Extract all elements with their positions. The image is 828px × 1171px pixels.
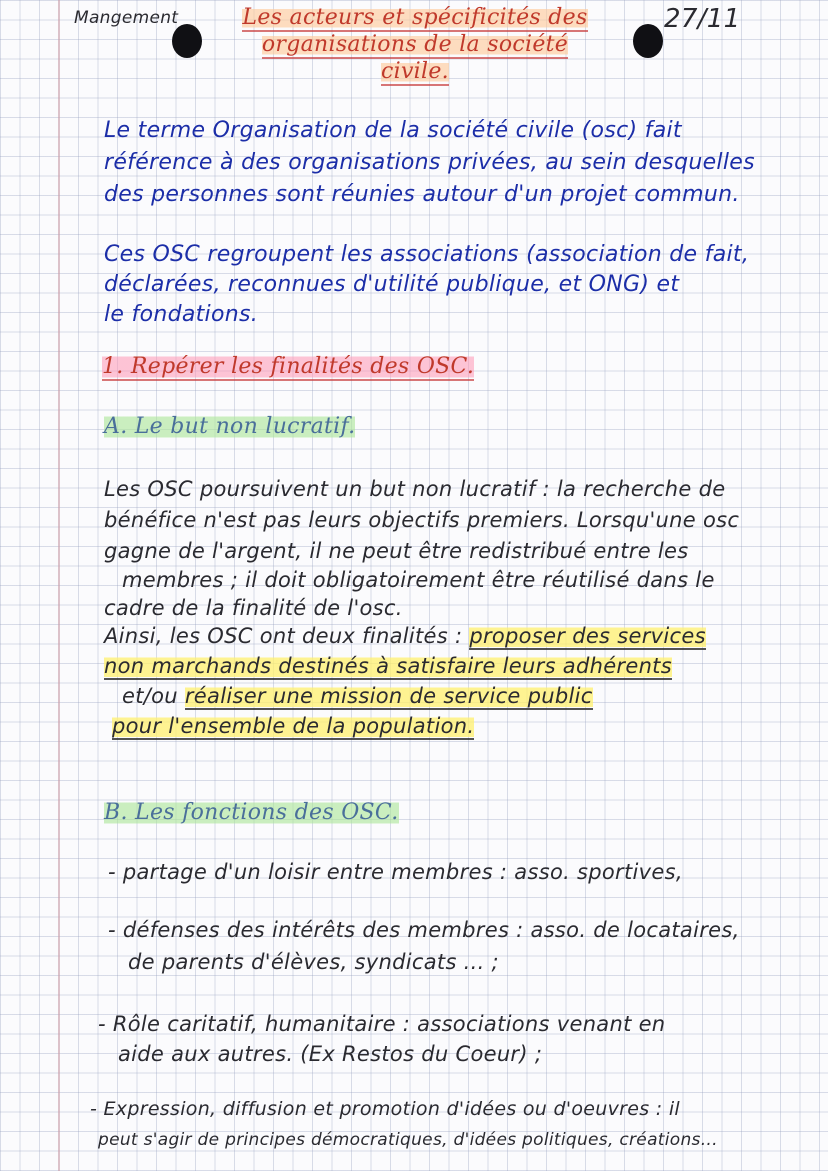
list-item-continued: peut s'agir de principes démocratiques, d'idées politiques, créations... [98, 1130, 718, 1150]
finalites-line-3: et/ou réaliser une mission de service public [122, 684, 593, 708]
finalites-line-1: Ainsi, les OSC ont deux finalités : proposer des services [104, 624, 706, 648]
body-line: gagne de l'argent, il ne peut être redistribué entre les [104, 539, 689, 563]
section-1a-heading: A. Le but non lucratif. [104, 414, 356, 439]
intro-p1-line: Le terme Organisation de la société civile (osc) fait [104, 118, 682, 143]
date-label: 27/11 [664, 4, 741, 34]
section-1-heading: 1. Repérer les finalités des OSC. [102, 354, 475, 379]
list-item: - Rôle caritatif, humanitaire : associations venant en [98, 1012, 666, 1036]
title-line-3: civile. [381, 59, 449, 84]
list-item-continued: de parents d'élèves, syndicats ... ; [128, 950, 499, 974]
body-line: membres ; il doit obligatoirement être réutilisé dans le [122, 568, 715, 592]
finalites-line-2: non marchands destinés à satisfaire leurs adhérents [104, 654, 672, 678]
subject-label: Mangement [74, 8, 179, 28]
intro-p1-line: des personnes sont réunies autour d'un projet commun. [104, 182, 740, 207]
list-item-continued: aide aux autres. (Ex Restos du Coeur) ; [118, 1042, 543, 1066]
list-item: - partage d'un loisir entre membres : asso. sportives, [108, 860, 683, 884]
binder-hole-left [172, 24, 202, 58]
body-line: cadre de la finalité de l'osc. [104, 596, 403, 620]
binder-hole-right [633, 24, 663, 58]
page-title [215, 4, 615, 85]
body-line: Les OSC poursuivent un but non lucratif : la recherche de [104, 477, 726, 501]
margin-line [58, 0, 60, 1171]
title-line-2: organisations de la société [261, 32, 569, 57]
intro-p1-line: référence à des organisations privées, au sein desquelles [104, 150, 755, 175]
intro-p2-line: Ces OSC regroupent les associations (association de fait, [104, 242, 750, 267]
body-line: bénéfice n'est pas leurs objectifs premiers. Lorsqu'une osc [104, 508, 740, 532]
title-line-1: Les acteurs et spécificités des [242, 5, 588, 30]
finalites-line-4: pour l'ensemble de la population. [112, 714, 475, 738]
intro-p2-line: le fondations. [104, 302, 259, 327]
section-1b-heading: B. Les fonctions des OSC. [104, 800, 399, 825]
list-item: - défenses des intérêts des membres : asso. de locataires, [108, 918, 740, 942]
intro-p2-line: déclarées, reconnues d'utilité publique, et ONG) et [104, 272, 680, 297]
list-item: - Expression, diffusion et promotion d'idées ou d'oeuvres : il [90, 1098, 680, 1120]
